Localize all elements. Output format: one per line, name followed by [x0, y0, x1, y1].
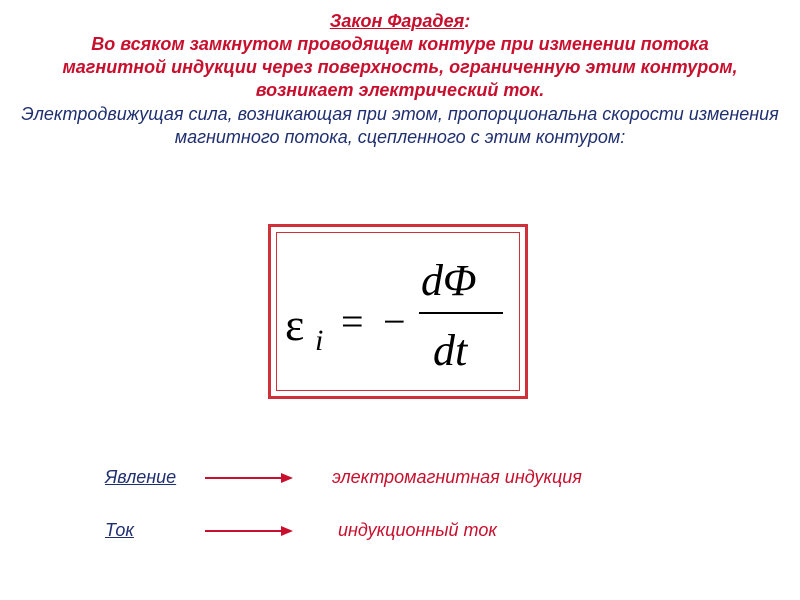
current-row: [0, 516, 800, 546]
emf-subscript: i: [315, 324, 324, 357]
arrow-right-icon: [205, 471, 295, 485]
header-block: [20, 10, 780, 149]
formula-frame: [268, 224, 528, 399]
law-title: [20, 10, 780, 33]
arrow-right-icon: [205, 524, 295, 538]
law-statement: Во всяком замкнутом проводящем контуре при изменении потока магнитной индукции через поверхность, ограниченную этим контуром, возникает электрический ток.: [62, 34, 738, 100]
numerator-dphi: dΦ: [421, 256, 477, 305]
phenomenon-label: Явление: [105, 467, 177, 487]
phenomenon-row: [0, 463, 800, 493]
equals-sign: =: [341, 299, 364, 344]
current-label: Ток: [105, 520, 134, 540]
current-value: индукционный ток: [338, 520, 497, 540]
denominator-dt: dt: [433, 326, 468, 375]
phenomenon-value: электромагнитная индукция: [332, 467, 582, 487]
emf-statement: Электродвижущая сила, возникающая при этом, пропорциональна скорости изменения магнитного потока, сцепленного с этим контуром:: [21, 104, 779, 147]
law-colon: :: [464, 11, 471, 31]
emf-symbol: ε: [285, 299, 305, 350]
law-name: Закон Фарадея: [329, 11, 465, 31]
faraday-formula: [271, 227, 525, 396]
minus-sign: −: [383, 299, 406, 344]
